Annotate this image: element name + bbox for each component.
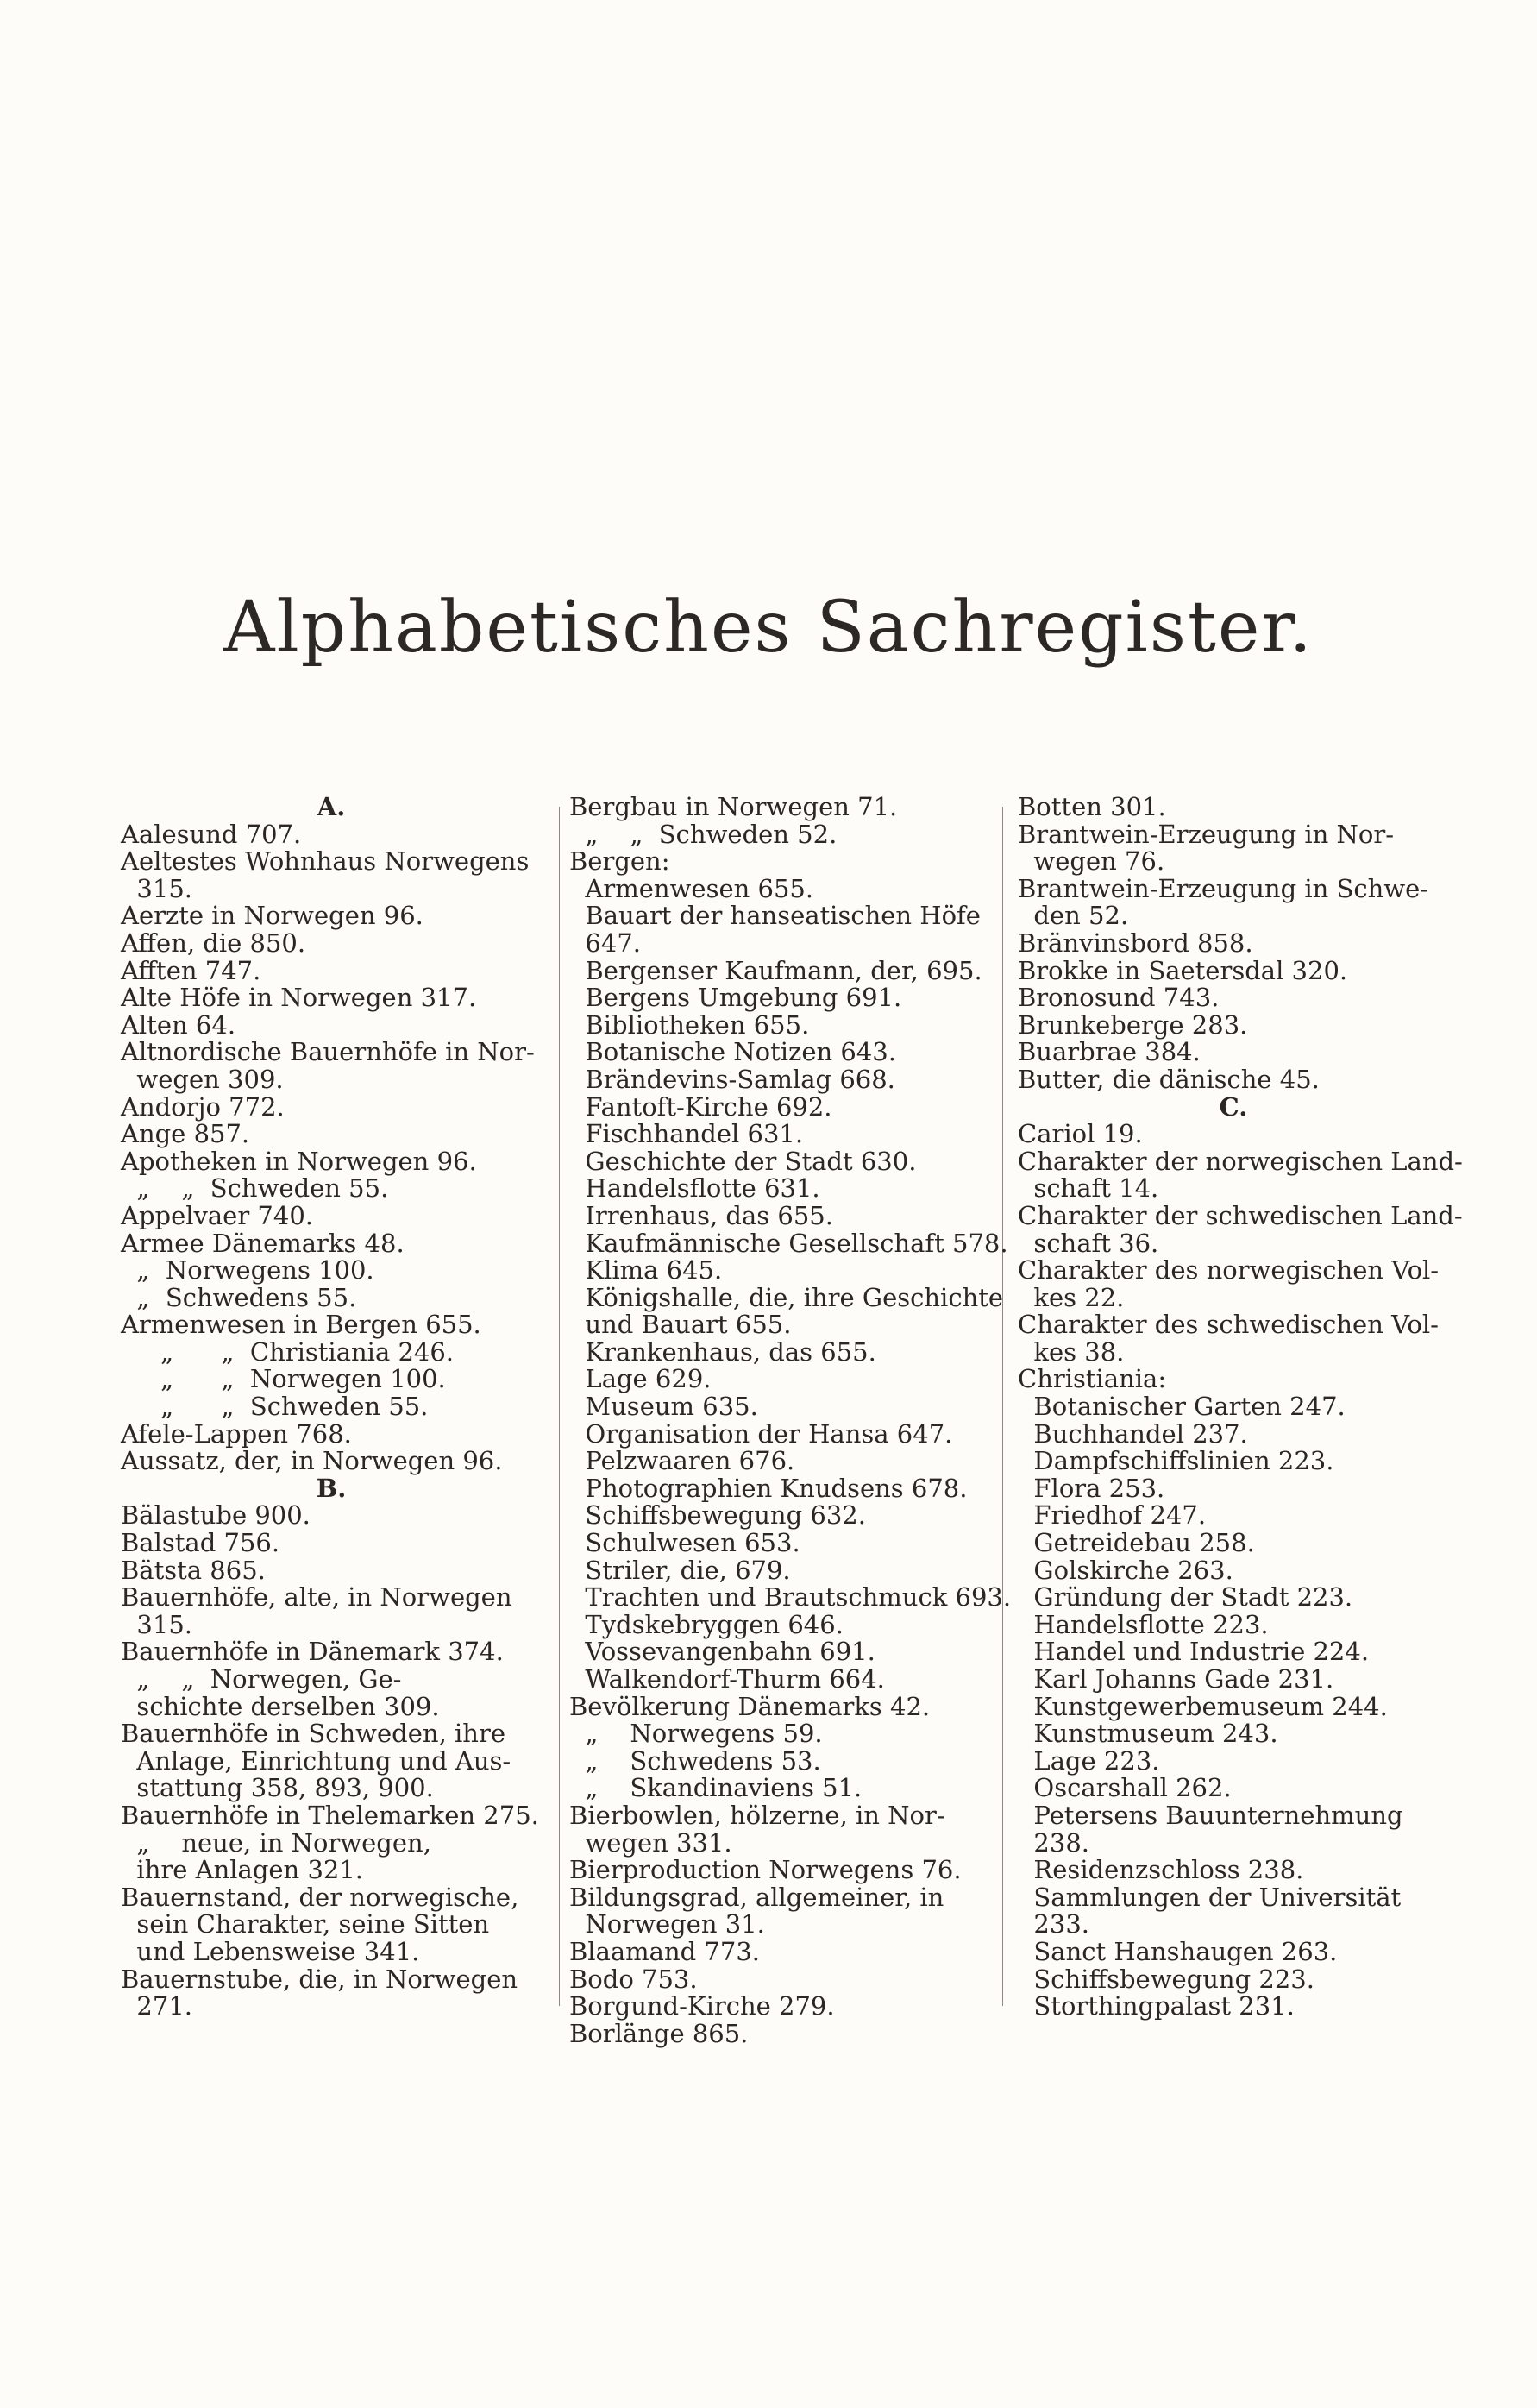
index-entry: Botanischer Garten 247. xyxy=(1018,1392,1346,1422)
index-entry: Golskirche 263. xyxy=(1018,1555,1233,1585)
index-entry: Dampfschiffslinien 223. xyxy=(1018,1446,1334,1476)
index-entry: Bronosund 743. xyxy=(1018,983,1220,1013)
index-entry: „ „ Norwegen, Ge- xyxy=(121,1664,402,1694)
index-entry: Armenwesen in Bergen 655. xyxy=(121,1310,481,1340)
index-entry: Brantwein-Erzeugung in Schwe- xyxy=(1018,873,1429,903)
index-entry: wegen 76. xyxy=(1018,846,1165,877)
index-entry: Afele-Lappen 768. xyxy=(121,1418,352,1449)
index-entry: „ „ Schweden 55. xyxy=(121,1392,429,1422)
index-entry: Bauart der hanseatischen Höfe xyxy=(569,901,981,931)
index-entry: Vossevangenbahn 691. xyxy=(569,1637,875,1667)
index-entry: „ „ Christiania 246. xyxy=(121,1336,455,1367)
index-entry: Striler, die, 679. xyxy=(569,1555,791,1585)
index-entry: Brunkeberge 283. xyxy=(1018,1009,1248,1040)
index-entry: 233. xyxy=(1018,1909,1090,1940)
index-entry: Irrenhaus, das 655. xyxy=(569,1200,833,1230)
index-entry: 315. xyxy=(121,1609,193,1639)
index-entry: Aussatz, der, in Norwegen 96. xyxy=(121,1446,503,1476)
index-entry: Bauernstand, der norwegische, xyxy=(121,1882,519,1912)
index-entry: Butter, die dänische 45. xyxy=(1018,1064,1320,1094)
index-entry: Bergbau in Norwegen 71. xyxy=(569,792,898,821)
index-entry: Christiania: xyxy=(1018,1364,1167,1394)
index-entry: Bibliotheken 655. xyxy=(569,1009,810,1040)
index-entry: Norwegen 31. xyxy=(569,1909,765,1940)
index-entry: „ Norwegens 59. xyxy=(569,1719,823,1749)
index-entry: Borlänge 865. xyxy=(569,2018,749,2048)
index-entry: Affen, die 850. xyxy=(121,927,306,958)
index-entry: stattung 358, 893, 900. xyxy=(121,1773,434,1803)
index-entry: wegen 331. xyxy=(569,1827,732,1858)
index-entry: Schiffsbewegung 632. xyxy=(569,1500,866,1531)
index-entry: Bauernhöfe in Thelemarken 275. xyxy=(121,1800,539,1830)
index-entry: Brantwein-Erzeugung in Nor- xyxy=(1018,819,1395,849)
index-entry: Bauernstube, die, in Norwegen xyxy=(121,1964,518,1994)
index-entry: Brändevins-Samlag 668. xyxy=(569,1064,895,1094)
index-entry: 238. xyxy=(1018,1827,1090,1858)
index-entry: Armenwesen 655. xyxy=(569,873,814,903)
index-entry: „ „ Schweden 55. xyxy=(121,1173,389,1204)
column-divider xyxy=(559,807,560,2006)
index-entry: und Lebensweise 341. xyxy=(121,1936,420,1966)
index-entry: „ Schwedens 53. xyxy=(569,1745,821,1776)
index-entry: Getreidebau 258. xyxy=(1018,1528,1255,1558)
index-entry: schaft 36. xyxy=(1018,1228,1159,1258)
index-entry: schaft 14. xyxy=(1018,1173,1159,1204)
index-entry: „ „ Norwegen 100. xyxy=(121,1364,446,1394)
index-entry: Bergenser Kaufmann, der, 695. xyxy=(569,955,982,985)
index-entry: Fischhandel 631. xyxy=(569,1119,804,1149)
index-entry: Schiffsbewegung 223. xyxy=(1018,1964,1314,1994)
index-entry: Bevölkerung Dänemarks 42. xyxy=(569,1691,931,1721)
index-entry: Handelsflotte 631. xyxy=(569,1173,820,1204)
index-entry: 271. xyxy=(121,1991,193,2021)
section-letter: C. xyxy=(1219,1091,1248,1122)
index-entry: Charakter des schwedischen Vol- xyxy=(1018,1310,1439,1340)
index-entry: Bergens Umgebung 691. xyxy=(569,983,902,1013)
index-entry: Lage 629. xyxy=(569,1364,712,1394)
index-entry: kes 22. xyxy=(1018,1282,1125,1312)
index-entry: Bälastube 900. xyxy=(121,1500,311,1531)
index-entry: Storthingpalast 231. xyxy=(1018,1991,1295,2021)
index-entry: Oscarshall 262. xyxy=(1018,1773,1232,1803)
index-column-2 xyxy=(569,792,1012,2048)
index-entry: Aalesund 707. xyxy=(121,819,302,849)
index-entry: Photographien Knudsens 678. xyxy=(569,1473,968,1503)
index-column-3 xyxy=(1018,792,1463,2021)
index-entry: Organisation der Hansa 647. xyxy=(569,1418,953,1449)
index-entry: Friedhof 247. xyxy=(1018,1500,1207,1531)
index-entry: Kunstmuseum 243. xyxy=(1018,1719,1278,1749)
index-entry: Petersens Bauunternehmung xyxy=(1018,1800,1403,1830)
index-entry: Botten 301. xyxy=(1018,792,1166,821)
index-entry: Armee Dänemarks 48. xyxy=(121,1228,405,1258)
index-entry: Afften 747. xyxy=(121,955,261,985)
index-entry: Handel und Industrie 224. xyxy=(1018,1637,1370,1667)
index-entry: 647. xyxy=(569,927,642,958)
index-entry: „ Schwedens 55. xyxy=(121,1282,357,1312)
index-entry: Königshalle, die, ihre Geschichte xyxy=(569,1282,1004,1312)
index-entry: Karl Johanns Gade 231. xyxy=(1018,1664,1334,1694)
index-entry: Klima 645. xyxy=(569,1255,723,1286)
index-entry: Appelvaer 740. xyxy=(121,1200,313,1230)
index-entry: Blaamand 773. xyxy=(569,1936,760,1966)
index-entry: 315. xyxy=(121,873,193,903)
index-entry: Apotheken in Norwegen 96. xyxy=(121,1146,477,1176)
section-letter: B. xyxy=(316,1473,347,1503)
index-entry: Gründung der Stadt 223. xyxy=(1018,1582,1353,1613)
index-entry: „ neue, in Norwegen, xyxy=(121,1827,431,1858)
index-entry: Museum 635. xyxy=(569,1392,758,1422)
index-entry: „ Skandinaviens 51. xyxy=(569,1773,863,1803)
index-entry: wegen 309. xyxy=(121,1064,284,1094)
index-entry: „ Norwegens 100. xyxy=(121,1255,374,1286)
index-entry: Charakter der norwegischen Land- xyxy=(1018,1146,1463,1176)
index-entry: Schulwesen 653. xyxy=(569,1528,800,1558)
index-entry: Flora 253. xyxy=(1018,1473,1165,1503)
index-entry: Lage 223. xyxy=(1018,1745,1160,1776)
index-entry: Bauernhöfe, alte, in Norwegen xyxy=(121,1582,512,1613)
index-entry: Bodo 753. xyxy=(569,1964,698,1994)
index-entry: Ange 857. xyxy=(121,1119,250,1149)
index-entry: schichte derselben 309. xyxy=(121,1691,440,1721)
index-entry: Alte Höfe in Norwegen 317. xyxy=(121,983,477,1013)
index-entry: Anlage, Einrichtung und Aus- xyxy=(121,1745,511,1776)
index-entry: Trachten und Brautschmuck 693. xyxy=(569,1582,1012,1613)
index-entry: Andorjo 772. xyxy=(121,1091,285,1122)
index-entry: Alten 64. xyxy=(121,1009,236,1040)
index-entry: Kaufmännische Gesellschaft 578. xyxy=(569,1228,1008,1258)
index-entry: Geschichte der Stadt 630. xyxy=(569,1146,917,1176)
index-entry: Bauernhöfe in Schweden, ihre xyxy=(121,1719,505,1749)
index-entry: ihre Anlagen 321. xyxy=(121,1855,364,1885)
index-entry: Bildungsgrad, allgemeiner, in xyxy=(569,1882,944,1912)
index-entry: Krankenhaus, das 655. xyxy=(569,1336,876,1367)
index-entry: Charakter des norwegischen Vol- xyxy=(1018,1255,1440,1286)
index-entry: Handelsflotte 223. xyxy=(1018,1609,1269,1639)
index-entry: Borgund-Kirche 279. xyxy=(569,1991,835,2021)
index-entry: Bauernhöfe in Dänemark 374. xyxy=(121,1637,504,1667)
index-entry: Charakter der schwedischen Land- xyxy=(1018,1200,1463,1230)
index-entry: Bergen: xyxy=(569,846,670,877)
index-entry: Sanct Hanshaugen 263. xyxy=(1018,1936,1338,1966)
index-entry: Pelzwaaren 676. xyxy=(569,1446,795,1476)
index-entry: Altnordische Bauernhöfe in Nor- xyxy=(121,1037,535,1067)
index-entry: Brokke in Saetersdal 320. xyxy=(1018,955,1348,985)
index-entry: Tydskebryggen 646. xyxy=(569,1609,844,1639)
index-entry: Fantoft-Kirche 692. xyxy=(569,1091,832,1122)
index-entry: Bierbowlen, hölzerne, in Nor- xyxy=(569,1800,945,1830)
index-entry: sein Charakter, seine Sitten xyxy=(121,1909,490,1940)
index-entry: Aerzte in Norwegen 96. xyxy=(121,901,423,931)
index-entry: Buarbrae 384. xyxy=(1018,1037,1201,1067)
section-letter: A. xyxy=(317,792,346,821)
index-entry: Balstad 756. xyxy=(121,1528,280,1558)
index-entry: und Bauart 655. xyxy=(569,1310,792,1340)
index-entry: Aeltestes Wohnhaus Norwegens xyxy=(121,846,530,877)
page-title: Alphabetisches Sachregister. xyxy=(223,587,1314,669)
index-entry: Residenzschloss 238. xyxy=(1018,1855,1304,1885)
index-entry: Kunstgewerbemuseum 244. xyxy=(1018,1691,1388,1721)
index-entry: Buchhandel 237. xyxy=(1018,1418,1248,1449)
index-entry: kes 38. xyxy=(1018,1336,1125,1367)
index-entry: Bränvinsbord 858. xyxy=(1018,927,1253,958)
index-entry: Botanische Notizen 643. xyxy=(569,1037,896,1067)
index-entry: den 52. xyxy=(1018,901,1129,931)
index-entry: „ „ Schweden 52. xyxy=(569,819,838,849)
index-entry: Cariol 19. xyxy=(1018,1119,1143,1149)
index-entry: Walkendorf-Thurm 664. xyxy=(569,1664,885,1694)
index-entry: Bätsta 865. xyxy=(121,1555,266,1585)
index-entry: Bierproduction Norwegens 76. xyxy=(569,1855,962,1885)
column-divider xyxy=(1002,807,1003,2006)
index-entry: Sammlungen der Universität xyxy=(1018,1882,1402,1912)
index-column-1 xyxy=(121,794,542,2021)
